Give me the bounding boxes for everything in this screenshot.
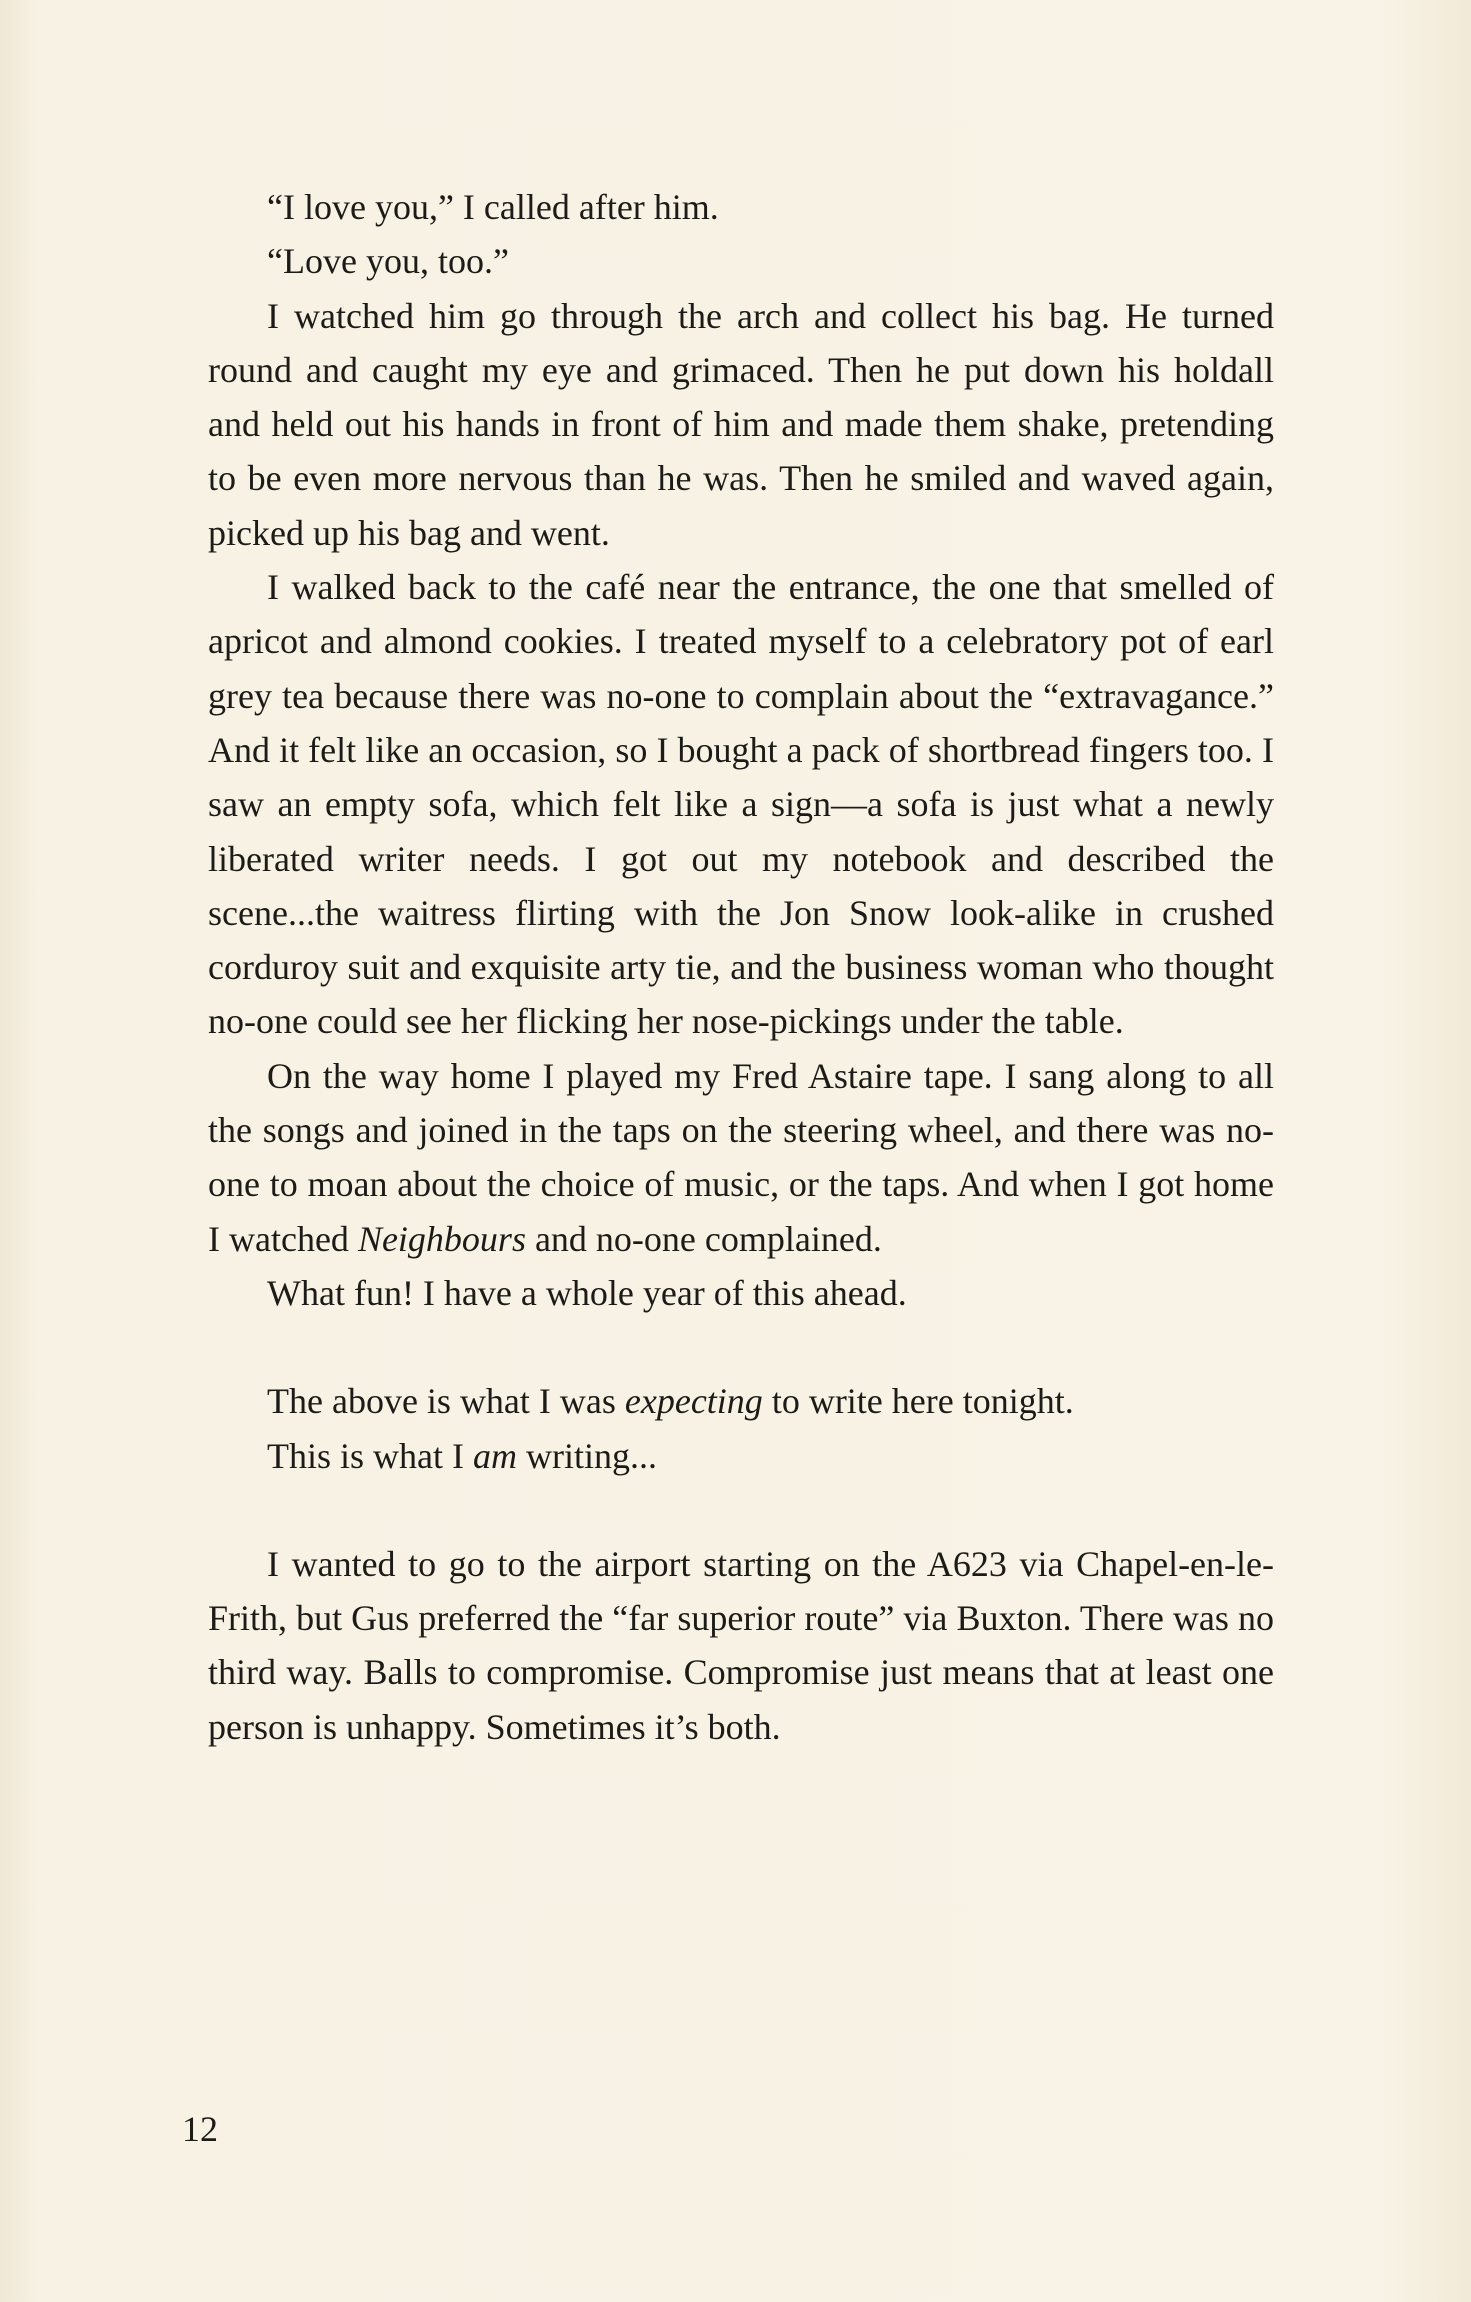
paragraph: “Love you, too.”: [267, 241, 509, 282]
paragraph-text: and no-one complained.: [525, 1218, 882, 1259]
paragraph-text: On the way home I played my Fred Astaire tape. I sang along to all the songs and joined in the taps on the steering wheel, and there was no-one to moan about the choice of music, or the taps. And when I got home I watched: [208, 1055, 1274, 1259]
paragraph-text: to write here tonight.: [762, 1381, 1074, 1422]
section-gap: [208, 1320, 1274, 1374]
paragraph: [208, 1049, 1274, 1266]
paragraph-text: The above is what I was: [267, 1381, 625, 1422]
italic-emphasis: am: [472, 1435, 517, 1476]
italic-emphasis: expecting: [624, 1381, 763, 1422]
body-text: [208, 180, 1274, 1754]
paragraph: I wanted to go to the airport starting on the A623 via Chapel-en-le-Frith, but Gus preferred the “far superior route” via Buxton. There was no third way. Balls to compromise. Compromise just means that at least one person is unhappy. Sometimes it’s both.: [208, 1543, 1274, 1747]
italic-title: Neighbours: [357, 1218, 526, 1259]
paragraph: “I love you,” I called after him.: [267, 187, 719, 227]
paragraph: [208, 1429, 1274, 1483]
paragraph-text: writing...: [516, 1435, 657, 1476]
paragraph-text: This is what I: [267, 1435, 473, 1476]
paragraph: I walked back to the café near the entrance, the one that smelled of apricot and almond cookies. I treated myself to a celebratory pot of earl grey tea because there was no-one to complain about the “extravagance.” And it felt like an occasion, so I bought a pack of shortbread fingers too. I saw an empty sofa, which felt like a sign—a sofa is just what a newly liberated writer needs. I got out my notebook and described the scene...the waitress flirting with the Jon Snow look-alike in crushed corduroy suit and exquisite arty tie, and the business woman who thought no-one could see her flicking her nose-pickings under the table.: [208, 567, 1274, 1042]
section-gap: [208, 1483, 1274, 1537]
paragraph: I watched him go through the arch and collect his bag. He turned round and caught my eye and grimaced. Then he put down his holdall and held out his hands in front of him and made them shake, pretending to be even more nervous than he was. Then he smiled and waved again, picked up his bag and went.: [208, 295, 1274, 553]
page-number: 12: [182, 2109, 218, 2149]
paragraph: What fun! I have a whole year of this ahead.: [267, 1272, 907, 1313]
paragraph: [208, 1374, 1274, 1428]
